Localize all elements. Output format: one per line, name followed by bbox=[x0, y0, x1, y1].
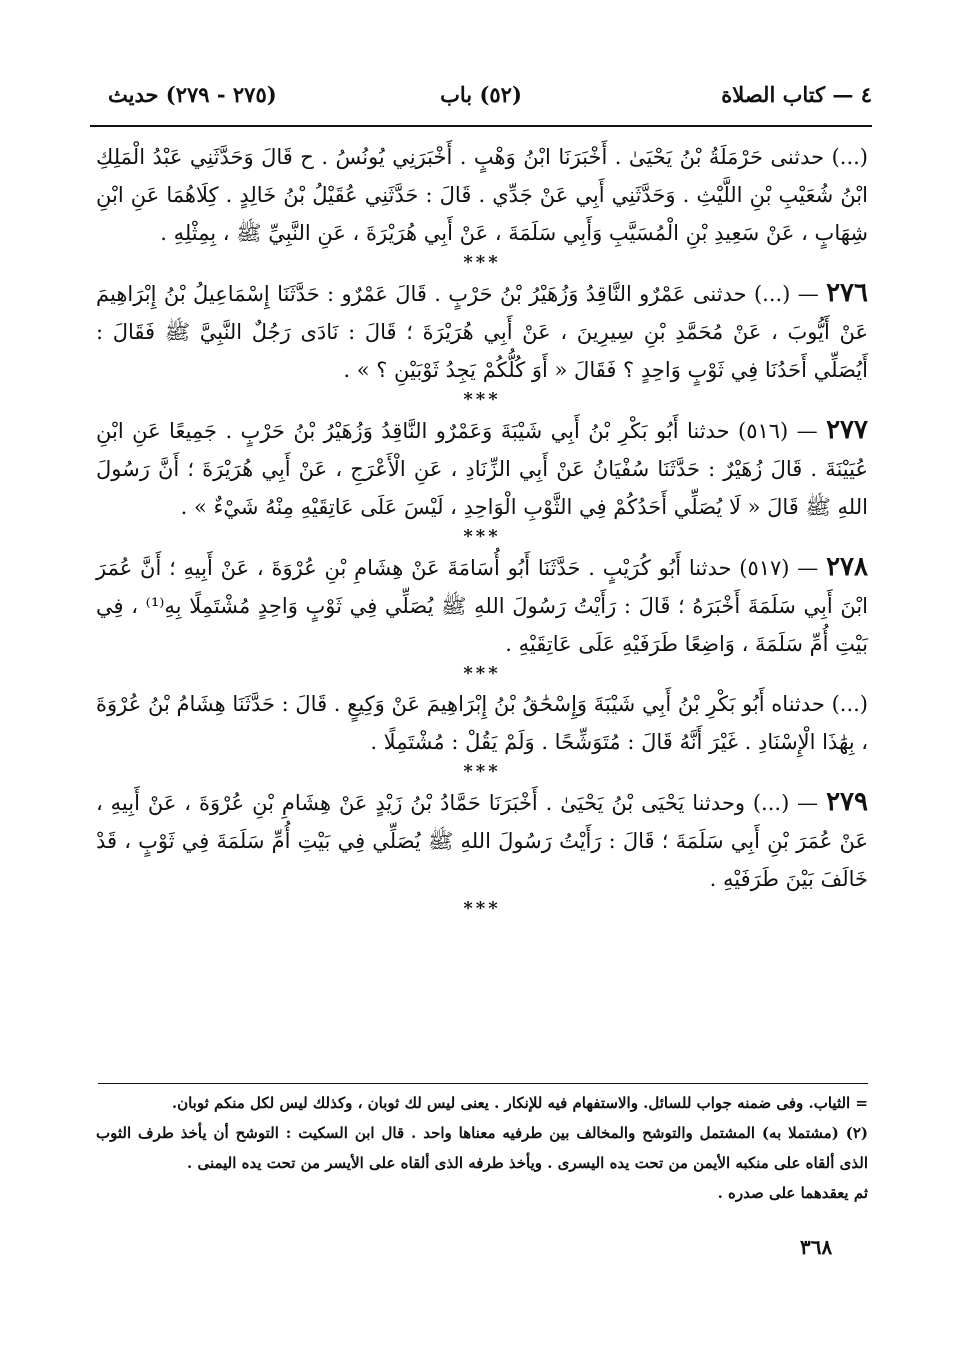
hadith-number: ٢٧٦ bbox=[826, 278, 868, 308]
footnote: ثم يعقدهما على صدره . bbox=[717, 1184, 868, 1202]
footnote: (٢) (مشتملا به) المشتمل والتوشح والمخالف بين طرفيه معناها واحد . قال ابن السكيت : التوشح أن يأخذ طرف الثوب الذى ألقاه على منكبه الأيمن من تحت يده اليسرى . ويأخذ طرفه الذى ألقاه على الأيسر من تحت يده اليمنى . bbox=[96, 1124, 868, 1172]
hadith-text: — (...) حدثنى عَمْرٌو النَّاقِدُ وَزُهَيْرُ بْنُ حَرْبٍ . قَالَ عَمْرٌو : حَدَّثَنَا إِسْمَاعِيلُ بْنُ إِبْرَاهِيمَ عَنْ أَيُّوبَ ، عَنْ مُحَمَّدِ بْنِ سِيرِينَ ، عَنْ أَبِي هُرَيْرَةَ ؛ قَالَ : نَادَى رَجُلٌ النَّبِيَّ ﷺ فَقَالَ : أَيُصَلِّي أَحَدُنَا فِي ثَوْبٍ وَاحِدٍ ؟ فَقَالَ « أَوَ كُلُّكُمْ يَجِدُ ثَوْبَيْنِ ؟ » . bbox=[96, 282, 868, 382]
separator-stars: *** bbox=[463, 898, 501, 919]
hadith-number: ٢٧٩ bbox=[826, 787, 868, 817]
hadith-text: — (٥١٧) حدثنا أَبُو كُرَيْبٍ . حَدَّثَنَا أَبُو أُسَامَةَ عَنْ هِشَامِ بْنِ عُرْوَةَ ، عَنْ أَبِيهِ ؛ أَنَّ عُمَرَ ابْنَ أَبِي سَلَمَةَ أَخْبَرَهُ ؛ قَالَ : رَأَيْتُ رَسُولَ اللهِ ﷺ يُصَلِّي فِي ثَوْبٍ وَاحِدٍ مُشْتَمِلًا بِهِ⁽¹⁾ ، فِي بَيْتِ أُمِّ سَلَمَةَ ، وَاضِعًا طَرَفَيْهِ عَلَى عَاتِقَيْهِ . bbox=[96, 556, 868, 656]
chapter-label: (٥٢) باب bbox=[440, 82, 522, 107]
separator-stars: *** bbox=[463, 526, 501, 547]
page-number: ٣٦٨ bbox=[800, 1235, 833, 1259]
hadith-entry bbox=[96, 411, 868, 526]
hadith-entry bbox=[96, 548, 868, 663]
footnote: = الثياب. وفى ضمنه جواب للسائل. والاستفهام فيه للإنكار . يعنى ليس لك ثوبان ، وكذلك ليس لكل منكم ثوبان. bbox=[171, 1094, 868, 1112]
hadith-text: (...) حدثناه أَبُو بَكْرِ بْنُ أَبِي شَيْبَةَ وَإِسْحَٰقُ بْنُ إِبْرَاهِيمَ عَنْ وَكِيعٍ . قَالَ : حَدَّثَنَا هِشَامُ بْنُ عُرْوَةَ ، بِهَٰذَا الْإِسْنَادِ . غَيْرَ أَنَّهُ قَالَ : مُتَوَشِّحًا . وَلَمْ يَقُلْ : مُشْتَمِلًا . bbox=[96, 692, 868, 754]
footnote-divider bbox=[98, 1083, 868, 1084]
separator-stars: *** bbox=[463, 663, 501, 684]
footnotes bbox=[96, 1088, 868, 1208]
hadith-text: — (٥١٦) حدثنا أَبُو بَكْرِ بْنُ أَبِي شَيْبَةَ وَعَمْرٌو النَّاقِدُ وَزُهَيْرُ بْنُ حَرْبٍ . جَمِيعًا عَنِ ابْنِ عُيَيْنَةَ . قَالَ زُهَيْرٌ : حَدَّثَنَا سُفْيَانُ عَنْ أَبِي الزِّنَادِ ، عَنِ الْأَعْرَجِ ، عَنْ أَبِي هُرَيْرَةَ ؛ أَنَّ رَسُولَ اللهِ ﷺ قَالَ « لَا يُصَلِّي أَحَدُكُمْ فِي الثَّوْبِ الْوَاحِدِ ، لَيْسَ عَلَى عَاتِقَيْهِ مِنْهُ شَيْءٌ » . bbox=[96, 419, 868, 519]
hadith-number: ٢٧٧ bbox=[826, 415, 868, 445]
hadith-text: (...) حدثنى حَرْمَلَةُ بْنُ يَحْيَىٰ . أَخْبَرَنَا ابْنُ وَهْبٍ . أَخْبَرَنِي يُونُسُ . ح قَالَ وَحَدَّثَنِي عَبْدُ الْمَلِكِ ابْنُ شُعَيْبِ بْنِ اللَّيْثِ . وَحَدَّثَنِي أَبِي عَنْ جَدِّي . قَالَ : حَدَّثَنِي عُقَيْلُ بْنُ خَالِدٍ . كِلَاهُمَا عَنِ ابْنِ شِهَابٍ ، عَنْ سَعِيدِ بْنِ الْمُسَيَّبِ وَأَبِي سَلَمَةَ ، عَنْ أَبِي هُرَيْرَةَ ، عَنِ النَّبِيِّ ﷺ ، بِمِثْلِهِ . bbox=[96, 145, 868, 245]
hadith-entry bbox=[96, 685, 868, 761]
hadith-entry bbox=[96, 783, 868, 898]
book-title: ٤ — كتاب الصلاة bbox=[721, 82, 872, 107]
header-divider bbox=[90, 125, 872, 127]
hadith-text: — (...) وحدثنا يَحْيَى بْنُ يَحْيَىٰ . أَخْبَرَنَا حَمَّادُ بْنُ زَيْدٍ عَنْ هِشَامِ بْنِ عُرْوَةَ ، عَنْ أَبِيهِ ، عَنْ عُمَرَ بْنِ أَبِي سَلَمَةَ ؛ قَالَ : رَأَيْتُ رَسُولَ اللهِ ﷺ يُصَلِّي فِي بَيْتِ أُمِّ سَلَمَةَ فِي ثَوْبٍ ، قَدْ خَالَفَ بَيْنَ طَرَفَيْهِ . bbox=[96, 791, 868, 891]
hadith-entry bbox=[96, 138, 868, 252]
hadith-number: ٢٧٨ bbox=[826, 552, 868, 582]
running-header bbox=[90, 76, 872, 116]
separator-stars: *** bbox=[463, 252, 501, 273]
hadith-entry bbox=[96, 274, 868, 389]
separator-stars: *** bbox=[463, 389, 501, 410]
separator-stars: *** bbox=[463, 761, 501, 782]
main-text bbox=[96, 138, 868, 920]
hadith-range: (٢٧٥ - ٢٧٩) حديث bbox=[108, 82, 277, 107]
